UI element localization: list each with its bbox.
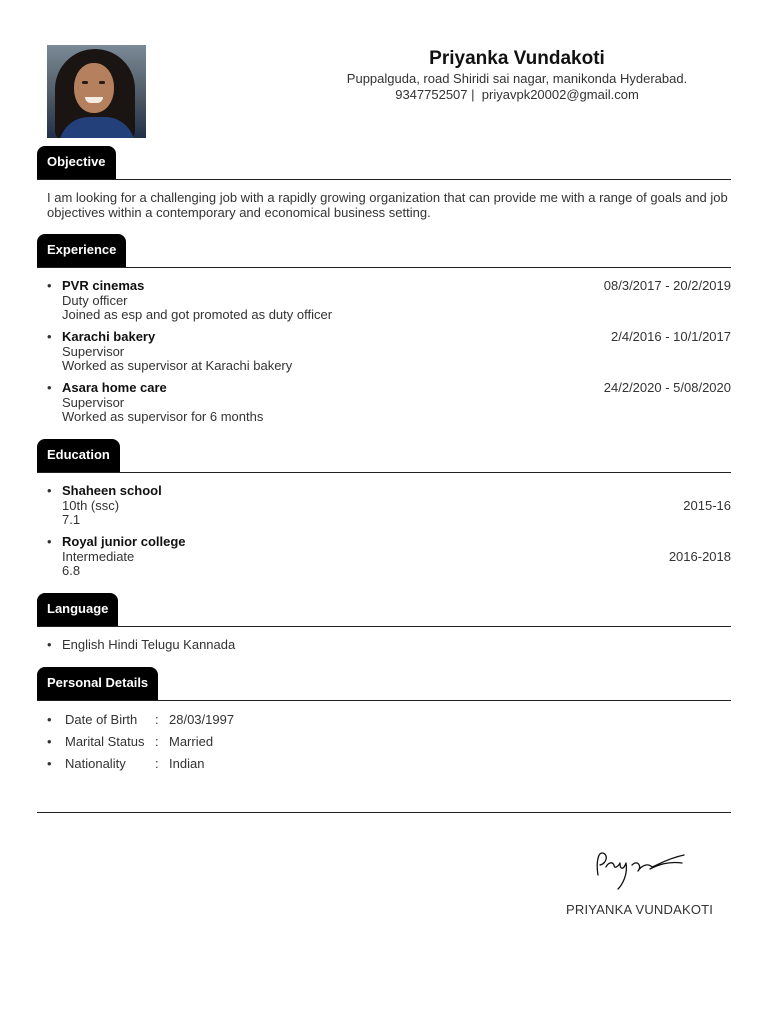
- education-level: Intermediate: [62, 548, 135, 564]
- detail-value: 28/03/1997: [169, 712, 235, 727]
- detail-label: Marital Status: [65, 734, 145, 749]
- profile-photo: [47, 45, 146, 138]
- job-dates: 24/2/2020 - 5/08/2020: [603, 380, 731, 395]
- footer-divider: [37, 812, 731, 813]
- company-name: Karachi bakery: [62, 329, 156, 344]
- job-dates: 08/3/2017 - 20/2/2019: [603, 278, 731, 293]
- section-heading-personal-details: Personal Details: [37, 667, 158, 701]
- experience-item: [47, 279, 731, 323]
- detail-label: Date of Birth: [65, 712, 138, 727]
- language-item: [47, 638, 731, 653]
- section-divider: [37, 472, 731, 473]
- job-description: Joined as esp and got promoted as duty officer: [62, 307, 333, 322]
- contact-separator: |: [471, 87, 475, 102]
- address: Puppalguda, road Shiridi sai nagar, manikonda Hyderabad.: [346, 71, 688, 86]
- section-divider: [37, 626, 731, 627]
- signature-image: [592, 845, 692, 895]
- detail-separator: :: [155, 756, 159, 771]
- phone: 9347752507: [395, 87, 468, 102]
- education-years: 2015-16: [683, 497, 731, 513]
- job-description: Worked as supervisor at Karachi bakery: [62, 358, 293, 373]
- bullet: •: [47, 380, 52, 395]
- school-name: Shaheen school: [62, 483, 162, 498]
- bullet: •: [47, 278, 52, 293]
- education-score: 7.1: [62, 512, 81, 527]
- company-name: PVR cinemas: [62, 278, 145, 293]
- language-list: English Hindi Telugu Kannada: [62, 637, 236, 652]
- detail-value: Indian: [169, 756, 205, 771]
- personal-detail-row: [47, 712, 447, 727]
- experience-item: [47, 381, 731, 425]
- detail-separator: :: [155, 734, 159, 749]
- section-divider: [37, 267, 731, 268]
- section-heading-experience: Experience: [37, 234, 126, 268]
- candidate-name: Priyanka Vundakoti: [429, 48, 605, 69]
- bullet: •: [47, 756, 52, 771]
- personal-detail-row: [47, 756, 447, 771]
- personal-detail-row: [47, 734, 447, 749]
- section-heading-language: Language: [37, 593, 118, 627]
- job-role: Supervisor: [62, 343, 125, 359]
- section-divider: [37, 179, 731, 180]
- education-score: 6.8: [62, 563, 81, 578]
- bullet: •: [47, 534, 52, 549]
- company-name: Asara home care: [62, 380, 167, 395]
- experience-item: [47, 330, 731, 374]
- job-description: Worked as supervisor for 6 months: [62, 409, 264, 424]
- bullet: •: [47, 637, 52, 652]
- education-item: [47, 535, 731, 579]
- school-name: Royal junior college: [62, 534, 186, 549]
- contact-line: [266, 87, 768, 103]
- detail-value: Married: [169, 734, 214, 749]
- education-item: [47, 484, 731, 528]
- education-years: 2016-2018: [668, 548, 731, 564]
- education-level: 10th (ssc): [62, 497, 120, 513]
- job-role: Supervisor: [62, 394, 125, 410]
- email: priyavpk20002@gmail.com: [481, 87, 639, 102]
- detail-separator: :: [155, 712, 159, 727]
- section-divider: [37, 700, 731, 701]
- bullet: •: [47, 329, 52, 344]
- section-heading-education: Education: [37, 439, 120, 473]
- signature-name: PRIYANKA VUNDAKOTI: [566, 902, 714, 917]
- section-heading-objective: Objective: [37, 146, 116, 180]
- bullet: •: [47, 734, 52, 749]
- job-dates: 2/4/2016 - 10/1/2017: [611, 329, 731, 344]
- detail-label: Nationality: [65, 756, 126, 771]
- objective-text: I am looking for a challenging job with a rapidly growing organization that can provide me with a range of goals and job objectives within a contemporary and economical business setting.: [47, 190, 728, 220]
- bullet: •: [47, 712, 52, 727]
- job-role: Duty officer: [62, 292, 128, 308]
- bullet: •: [47, 483, 52, 498]
- resume-header: [180, 47, 768, 103]
